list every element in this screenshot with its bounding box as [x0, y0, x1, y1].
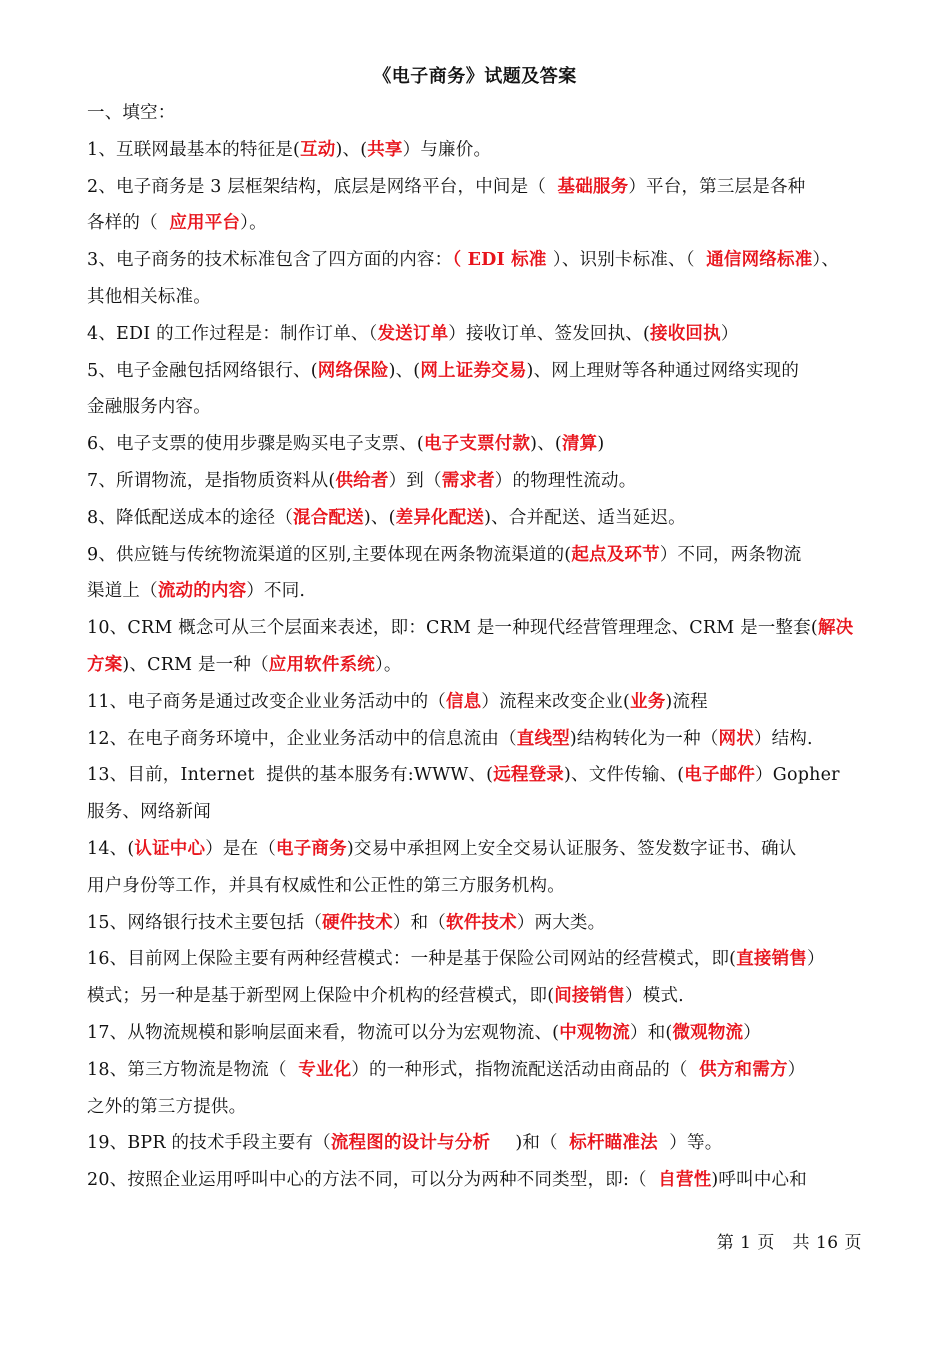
question-text: ）是在（: [205, 838, 277, 859]
answer-text: 共享: [367, 139, 403, 160]
footer-suffix: 页: [838, 1233, 862, 1253]
answer-text: 混合配送: [293, 507, 364, 528]
question-line: [87, 573, 867, 610]
question-text: )交易中承担网上安全交易认证服务、签发数字证书、确认: [346, 838, 797, 859]
question-text: 8、降低配送成本的途径（: [87, 507, 294, 528]
answer-text: 清算: [561, 434, 598, 455]
question-text: ）: [787, 1059, 806, 1080]
question-text: 服务、网络新闻: [87, 802, 211, 823]
question-line: [87, 132, 867, 169]
answer-text: 网上证券交易: [420, 360, 527, 381]
question-line: [87, 205, 867, 242]
question-text: 5、电子金融包括网络银行、(: [87, 360, 318, 381]
answer-text: 方案: [87, 654, 123, 675]
question-text: )、(: [388, 360, 421, 381]
answer-text: 硬件技术: [322, 912, 393, 933]
question-line: [87, 905, 867, 942]
question-item: [87, 500, 867, 537]
question-line: [87, 242, 867, 279]
question-text: 金融服务内容。: [87, 397, 211, 418]
question-text: 模式；另一种是基于新型网上保险中介机构的经营模式，即(: [87, 986, 555, 1007]
question-text: )流程: [665, 691, 708, 712]
question-line: [87, 610, 867, 647]
question-text: 18、第三方物流是物流（: [87, 1059, 299, 1080]
question-text: 12、在电子商务环境中，企业业务活动中的信息流由（: [87, 728, 517, 749]
question-text: 13、目前，Internet 提供的基本服务有:WWW、(: [87, 765, 494, 786]
question-text: )结构转化为一种（: [569, 728, 719, 749]
answer-text: 专业化: [298, 1059, 352, 1080]
question-line: [87, 831, 867, 868]
question-line: [87, 316, 867, 353]
question-text: ）等。: [657, 1133, 723, 1154]
answer-text: 电子邮件: [684, 765, 756, 786]
question-text: ）到（: [388, 470, 442, 491]
question-line: [87, 647, 867, 684]
question-text: ）不同，两条物流: [659, 544, 802, 565]
answer-text: 解决: [817, 618, 854, 639]
answer-text: 远程登录: [493, 765, 564, 786]
question-line: [87, 500, 867, 537]
question-text: ）模式.: [625, 986, 684, 1007]
question-text: ）流程来改变企业(: [481, 691, 631, 712]
answer-text: 流动的内容: [157, 581, 247, 602]
answer-text: 通信网络标准: [706, 250, 813, 271]
question-line: [87, 757, 867, 794]
question-text: ）接收订单、签发回执、(: [448, 323, 651, 344]
question-text: ）。: [240, 213, 267, 234]
question-item: [87, 721, 867, 758]
question-item: [87, 684, 867, 721]
question-line: [87, 941, 867, 978]
question-line: [87, 978, 867, 1015]
question-text: ）、识别卡标准、（: [552, 250, 707, 271]
question-item: [87, 941, 867, 1015]
question-line: [87, 1089, 867, 1126]
answer-text: 电子商务: [276, 838, 347, 859]
question-line: [87, 794, 867, 831]
question-text: ）。: [374, 654, 402, 675]
question-text: ）的物理性流动。: [494, 470, 637, 491]
question-item: [87, 1052, 867, 1126]
question-text: 9、供应链与传统物流渠道的区别,主要体现在两条物流渠道的(: [87, 544, 572, 565]
question-text: ）平台，第三层是各种: [628, 176, 806, 197]
question-item: [87, 757, 867, 831]
footer-page-number: 1: [740, 1233, 752, 1253]
answer-text: 需求者: [441, 470, 495, 491]
question-text: )、网上理财等各种通过网络实现的: [526, 360, 800, 381]
answer-text: 中观物流: [559, 1022, 631, 1043]
answer-text: 起点及环节: [571, 544, 660, 565]
question-line: [87, 1052, 867, 1089]
answer-text: 互动: [300, 139, 336, 160]
question-text: 之外的第三方提供。: [87, 1096, 247, 1117]
question-line: [87, 279, 867, 316]
question-line: [87, 353, 867, 390]
answer-text: 业务: [630, 691, 666, 712]
question-line: [87, 1125, 867, 1162]
footer-mid: 页 共: [751, 1233, 816, 1253]
question-text: 渠道上（: [87, 581, 158, 602]
question-text: ）的一种形式，指物流配送活动由商品的（: [351, 1059, 700, 1080]
answer-text: 应用软件系统: [268, 654, 375, 675]
question-line: [87, 537, 867, 574]
answer-text: 间接销售: [554, 986, 626, 1007]
question-text: 20、按照企业运用呼叫中心的方法不同，可以分为两种不同类型，即:（: [87, 1170, 659, 1191]
question-text: ）: [720, 323, 739, 344]
question-item: [87, 353, 867, 427]
answer-text: 基础服务: [557, 176, 629, 197]
document-title: 《电子商务》试题及答案: [373, 66, 577, 87]
question-item: [87, 1015, 867, 1052]
footer-prefix: 第: [716, 1233, 741, 1253]
question-text: 15、网络银行技术主要包括（: [87, 912, 323, 933]
question-item: [87, 1162, 867, 1199]
question-line: [87, 1162, 867, 1199]
question-line: [87, 426, 867, 463]
question-text: 19、BPR 的技术手段主要有（: [87, 1133, 331, 1154]
question-text: )、(: [335, 139, 368, 160]
section-heading: 一、填空：: [87, 103, 176, 123]
question-text: ）和（: [392, 912, 446, 933]
question-item: [87, 463, 867, 500]
question-item: [87, 905, 867, 942]
footer-total-pages: 16: [815, 1233, 839, 1253]
answer-text: 应用平台: [169, 213, 241, 234]
question-item: [87, 1125, 867, 1162]
question-text: 10、CRM 概念可从三个层面来表述，即：CRM 是一种现代经营管理理念、CRM 是一整套(: [87, 618, 818, 639]
answer-text: 差异化配送: [395, 507, 485, 528]
question-text: ）结构.: [753, 728, 813, 749]
answer-text: （ EDI 标准: [452, 250, 553, 271]
answer-text: 自营性: [658, 1170, 712, 1191]
question-text: 4、EDI 的工作过程是：制作订单、（: [87, 323, 378, 344]
question-line: [87, 1015, 867, 1052]
question-item: [87, 132, 867, 169]
question-text: )、文件传输、(: [564, 765, 685, 786]
answer-text: 网络保险: [317, 360, 389, 381]
question-text: )呼叫中心和: [711, 1170, 807, 1191]
question-item: [87, 316, 867, 353]
question-text: ）与廉价。: [402, 139, 492, 160]
question-text: 2、电子商务是 3 层框架结构，底层是网络平台，中间是（: [87, 176, 558, 197]
question-text: 17、从物流规模和影响层面来看，物流可以分为宏观物流、(: [87, 1022, 560, 1043]
answer-text: 发送订单: [377, 323, 449, 344]
question-line: [87, 463, 867, 500]
question-text: )、(: [363, 507, 396, 528]
question-text: ）不同.: [246, 581, 306, 602]
question-item: [87, 537, 867, 611]
answer-text: 软件技术: [446, 912, 517, 933]
question-text: 11、电子商务是通过改变企业业务活动中的（: [87, 691, 446, 712]
question-text: ）: [807, 949, 825, 970]
question-text: )、(: [530, 434, 562, 455]
question-text: ）两大类。: [516, 912, 606, 933]
question-text: 用户身份等工作，并具有权威性和公正性的第三方服务机构。: [87, 875, 565, 896]
question-text: ）、: [812, 250, 840, 271]
question-text: 16、目前网上保险主要有两种经营模式：一种是基于保险公司网站的经营模式，即(: [87, 949, 737, 970]
answer-text: 电子支票付款: [423, 434, 531, 455]
question-item: [87, 169, 867, 243]
answer-text: 网状: [718, 728, 754, 749]
question-text: ）和(: [630, 1022, 673, 1043]
question-item: [87, 242, 867, 316]
question-text: )和（: [515, 1133, 570, 1154]
question-text: )、CRM 是一种（: [122, 654, 269, 675]
answer-text: 微观物流: [672, 1022, 744, 1043]
question-text: 6、电子支票的使用步骤是购买电子支票、(: [87, 434, 424, 455]
question-text: 7、所谓物流，是指物质资料从(: [87, 470, 336, 491]
question-list: [87, 132, 867, 1199]
question-item: [87, 831, 867, 905]
answer-text: 接收回执: [650, 323, 721, 344]
question-text: ): [597, 434, 605, 455]
question-text: )、合并配送、适当延迟。: [484, 507, 686, 528]
answer-text: 流程图的设计与分析: [330, 1133, 516, 1154]
question-line: [87, 868, 867, 905]
question-line: [87, 389, 867, 426]
question-text: 3、电子商务的技术标准包含了四方面的内容：: [87, 250, 453, 271]
answer-text: 直接销售: [736, 949, 808, 970]
answer-text: 供给者: [335, 470, 389, 491]
page-footer: [717, 1228, 862, 1253]
question-item: [87, 610, 867, 684]
question-item: [87, 426, 867, 463]
answer-text: 标杆瞄准法: [569, 1133, 658, 1154]
question-line: [87, 169, 867, 206]
answer-text: 直线型: [516, 728, 570, 749]
answer-text: 信息: [445, 691, 482, 712]
answer-text: 认证中心: [134, 838, 206, 859]
question-text: 1、互联网最基本的特征是(: [87, 139, 301, 160]
answer-text: 供方和需方: [699, 1059, 788, 1080]
question-line: [87, 721, 867, 758]
question-text: ）: [743, 1022, 761, 1043]
question-text: 其他相关标准。: [87, 286, 211, 307]
question-text: 14、(: [87, 838, 135, 859]
question-line: [87, 684, 867, 721]
document-body: [87, 95, 867, 1199]
question-text: 各样的（: [87, 213, 170, 234]
question-text: ）Gopher: [755, 765, 840, 786]
